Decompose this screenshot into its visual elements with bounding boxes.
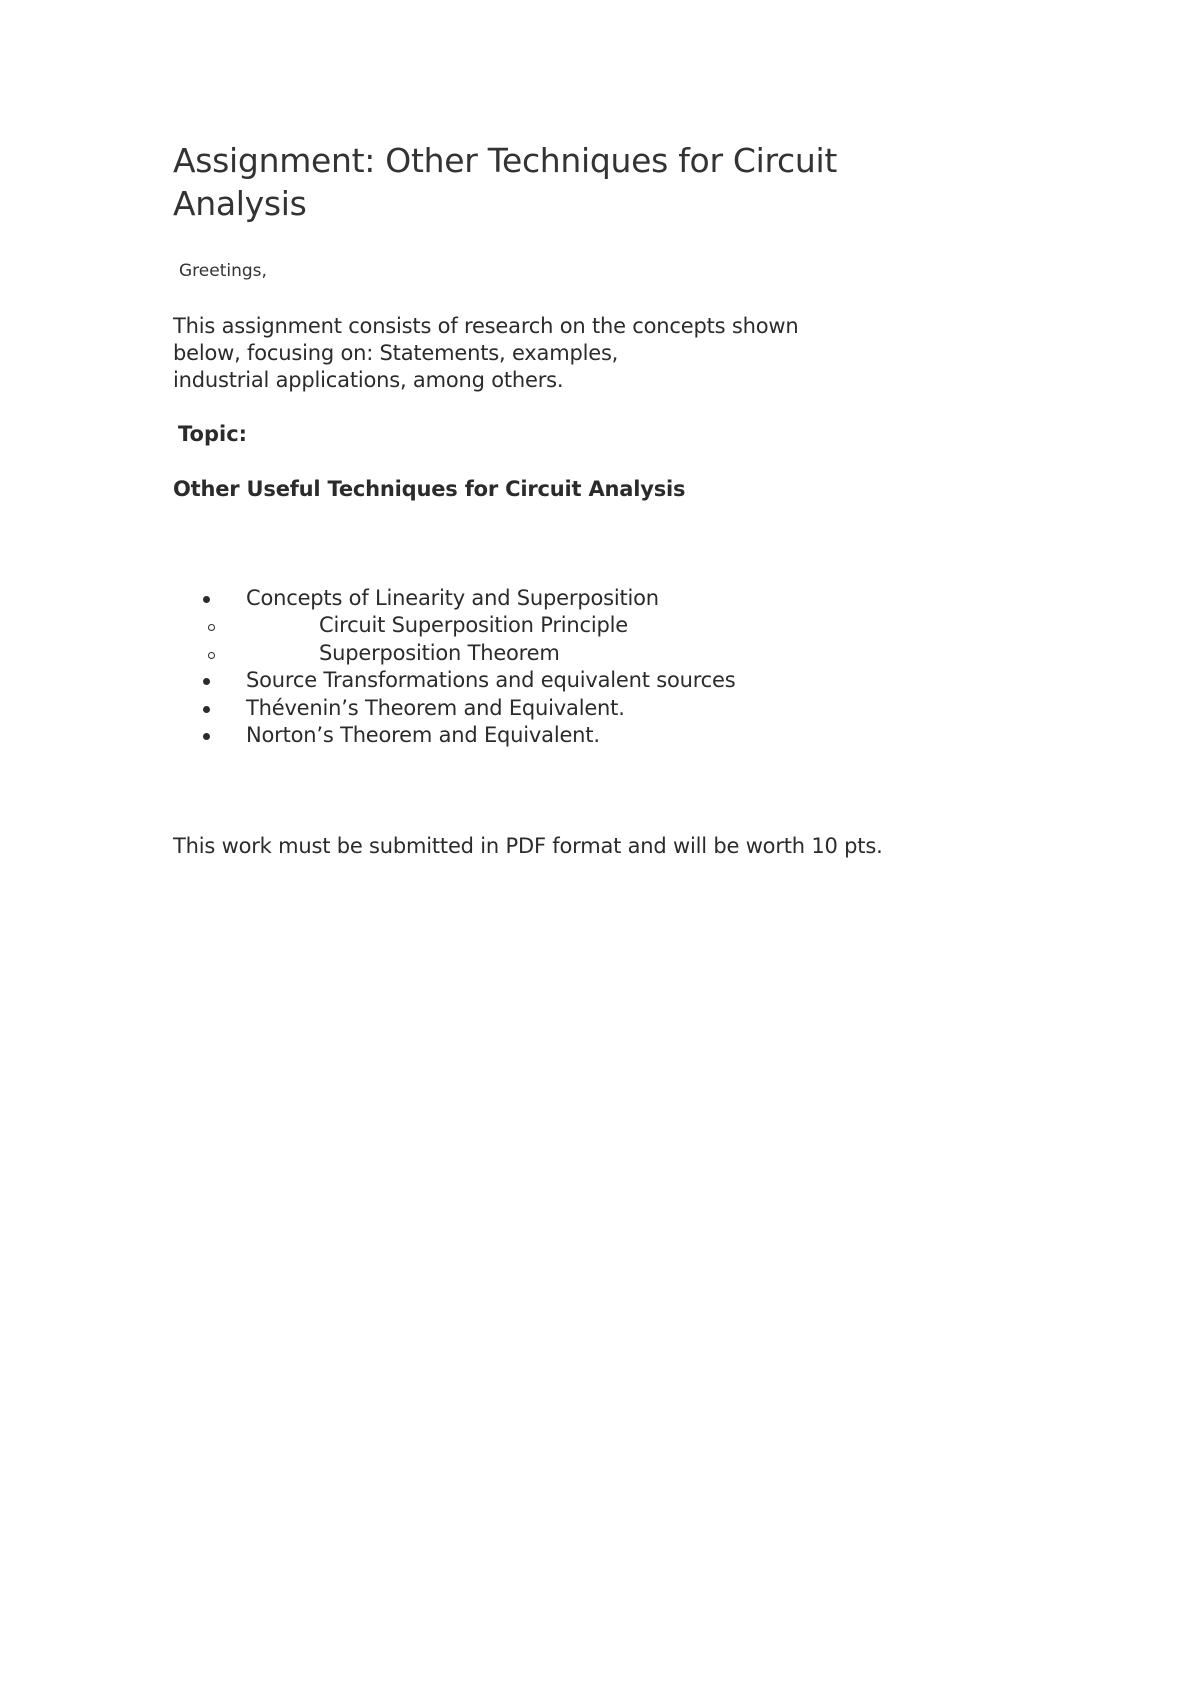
list-item-label: Source Transformations and equivalent sources bbox=[246, 668, 736, 693]
list-item-label: Concepts of Linearity and Superposition bbox=[246, 586, 659, 610]
bullet-icon bbox=[203, 733, 210, 740]
hollow-bullet-icon bbox=[208, 652, 215, 659]
intro-line: industrial applications, among others. bbox=[173, 368, 564, 392]
hollow-bullet-icon bbox=[208, 624, 215, 631]
bullet-icon bbox=[203, 706, 210, 713]
intro-line: below, focusing on: Statements, examples, bbox=[173, 341, 619, 365]
topic-label: Topic: bbox=[178, 422, 248, 446]
intro-paragraph bbox=[173, 313, 893, 394]
document-title: Assignment: Other Techniques for Circuit Analysis bbox=[173, 141, 838, 223]
list-item bbox=[173, 612, 933, 639]
list-item-label: Thévenin’s Theorem and Equivalent. bbox=[246, 695, 625, 720]
greeting-text: Greetings, bbox=[179, 261, 267, 281]
intro-line: This assignment consists of research on the concepts shown bbox=[173, 314, 799, 338]
list-item bbox=[173, 695, 933, 722]
bullet-icon bbox=[203, 596, 210, 603]
closing-paragraph: This work must be submitted in PDF format and will be worth 10 pts. bbox=[173, 834, 883, 858]
sub-topic-list bbox=[246, 612, 933, 667]
list-item-label: Circuit Superposition Principle bbox=[319, 613, 628, 638]
bullet-icon bbox=[203, 678, 210, 685]
list-item bbox=[173, 722, 933, 749]
list-item bbox=[173, 640, 933, 667]
list-item-label: Norton’s Theorem and Equivalent. bbox=[246, 723, 600, 748]
document-page bbox=[173, 0, 933, 1696]
list-item bbox=[173, 585, 933, 667]
topic-heading: Other Useful Techniques for Circuit Analysis bbox=[173, 477, 686, 501]
list-item bbox=[173, 667, 933, 694]
list-item-label: Superposition Theorem bbox=[319, 640, 560, 665]
topic-list bbox=[173, 585, 933, 749]
